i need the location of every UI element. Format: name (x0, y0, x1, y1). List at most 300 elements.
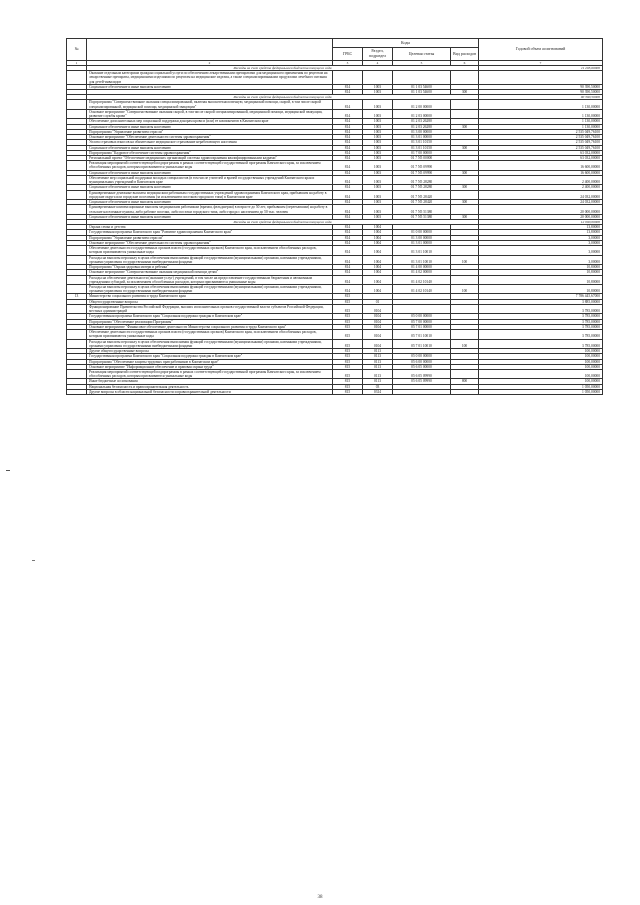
header-codes: Коды (333, 39, 479, 48)
row-sum: 100,00000 (479, 359, 603, 364)
row-vr (451, 330, 479, 339)
row-csr: 05 0 00 00000 (393, 314, 451, 319)
row-vr: 100 (451, 339, 479, 348)
row-sum: 20 000,00000 (479, 214, 603, 219)
row-name: Подпрограмма "Обеспечение реализации Программы" (87, 319, 333, 324)
row-grbs: 814 (333, 119, 363, 124)
row-razdel: 1003 (363, 205, 393, 214)
row-num (67, 161, 87, 170)
row-sum: 3 885,00000 (479, 299, 603, 304)
row-name: Другие вопросы в области национальной безопасности и правоохранительной деятельности (87, 389, 333, 394)
row-sum: 3,00000 (479, 255, 603, 264)
row-num (67, 285, 87, 294)
row-razdel: 1003 (363, 129, 393, 134)
row-csr: 01 7 N5 09990 (393, 161, 451, 170)
header-grbs: ГРБС (333, 48, 363, 61)
row-csr: 01 7 N5 51380 (393, 205, 451, 214)
row-razdel: 1003 (363, 175, 393, 184)
row-razdel: 1004 (363, 240, 393, 245)
row-csr: 01 3 01 00000 (393, 135, 451, 140)
row-csr: 01 4 00 00000 (393, 265, 451, 270)
row-grbs: 815 (333, 299, 363, 304)
row-csr: 01 2 00 00000 (393, 100, 451, 109)
row-name: Основное мероприятие "Обеспечение деятельности системы здравоохранения" (87, 135, 333, 140)
row-name: Расходы на выплаты персоналу в целях обеспечения выполнения функций государственными (муниципальными) органами, казенными учреждениями, органами управления государственными внебюджетными фондами (87, 339, 333, 348)
row-grbs: 814 (333, 135, 363, 140)
row-csr: 01 4 02 00000 (393, 270, 451, 275)
row-vr: 300 (451, 170, 479, 175)
row-grbs: 815 (333, 324, 363, 329)
row-csr: 01 3 01 10150 (393, 140, 451, 145)
row-sum: 10,80000 (479, 270, 603, 275)
header-sum: Годовой объем ассигнований (479, 39, 603, 61)
row-sum (479, 71, 603, 85)
row-sum: 20 000,00000 (479, 205, 603, 214)
row-num (67, 109, 87, 118)
row-num (67, 389, 87, 394)
row-csr: 05 7 00 00000 (393, 319, 451, 324)
row-vr (451, 100, 479, 109)
row-grbs: 815 (333, 389, 363, 394)
row-grbs: 814 (333, 84, 363, 89)
row-csr: 05 6 00 00000 (393, 359, 451, 364)
table-row (67, 285, 603, 294)
row-sum: 100,00000 (479, 349, 603, 354)
table-row (67, 175, 603, 184)
row-grbs: 814 (333, 90, 363, 95)
row-csr: 01 7 N5 28420 (393, 190, 451, 199)
row-csr: 05 7 01 10010 (393, 339, 451, 348)
row-sum: 24 032,00000 (479, 190, 603, 199)
row-razdel: 0104 (363, 339, 393, 348)
table-row (67, 275, 603, 284)
section-sum: 12 000,00000 (479, 220, 603, 225)
row-grbs: 815 (333, 319, 363, 324)
row-vr (451, 369, 479, 378)
row-razdel: 1004 (363, 270, 393, 275)
table-body (67, 66, 603, 395)
row-csr: 05 6 05 09990 (393, 369, 451, 378)
row-grbs: 814 (333, 170, 363, 175)
row-razdel: 1004 (363, 265, 393, 270)
row-vr (451, 205, 479, 214)
row-csr: 01 7 N5 28420 (393, 200, 451, 205)
col-number: 7 (479, 61, 603, 66)
row-grbs: 814 (333, 230, 363, 235)
row-csr: 01 7 00 00000 (393, 150, 451, 155)
row-grbs (333, 71, 363, 85)
row-name: Подпрограмма "Совершенствование оказания специализированной, включая высокотехнологичную, медицинской помощи, скорой, в том числе скорой специализированной, медицинской помощи, медицинской эвакуации" (87, 100, 333, 109)
row-razdel: 0104 (363, 330, 393, 339)
row-grbs: 814 (333, 270, 363, 275)
table-row (67, 246, 603, 255)
row-name: Социальное обеспечение и иные выплаты населению (87, 200, 333, 205)
row-grbs: 815 (333, 304, 363, 313)
row-razdel: 0113 (363, 359, 393, 364)
row-name: Подпрограмма "Управление развитием отрасли" (87, 129, 333, 134)
row-csr: 01 4 02 10140 (393, 285, 451, 294)
section-label: Расходы за счет средств федерального бюджета текущего года (87, 220, 479, 225)
row-sum: 1 130,00000 (479, 109, 603, 118)
row-razdel: 0104 (363, 314, 393, 319)
table-row (67, 369, 603, 378)
row-csr: 05 0 00 00000 (393, 354, 451, 359)
header-vr: Вид расходов (451, 48, 479, 61)
row-razdel: 1004 (363, 225, 393, 230)
row-razdel: 1004 (363, 285, 393, 294)
row-grbs: 815 (333, 384, 363, 389)
row-razdel: 0113 (363, 349, 393, 354)
row-vr: 100 (451, 255, 479, 264)
row-grbs: 814 (333, 225, 363, 230)
row-name: Социальное обеспечение и иные выплаты населению (87, 214, 333, 219)
row-sum: 10,80000 (479, 265, 603, 270)
row-csr: 01 7 N5 09990 (393, 170, 451, 175)
table-row (67, 100, 603, 109)
section-sum: 11 293,60000 (479, 66, 603, 71)
row-grbs: 814 (333, 265, 363, 270)
row-csr: 01 3 01 10010 (393, 255, 451, 264)
row-sum: 3 785,00000 (479, 304, 603, 313)
row-name: Единовременные компенсационные выплаты медицинским работникам (врачам, фельдшерам) в возрасте до 50 лет, прибывшим (переехавшим) на работу в сельские населенные пункты, либо рабочие поселки, либо поселки городского типа, либо города с населением до 50 тыс. человек (87, 205, 333, 214)
row-razdel: 0104 (363, 324, 393, 329)
row-sum: 100,00000 (479, 354, 603, 359)
row-razdel: 0113 (363, 369, 393, 378)
table-row (67, 389, 603, 394)
row-vr: 800 (451, 379, 479, 384)
row-num (67, 175, 87, 184)
row-name: Обеспечение деятельности государственных органов власти (государственных органов) Камчатского края, за исключением обособленных расходов, которым присваиваются уникальные коды (87, 246, 333, 255)
row-name: Социальное обеспечение и иные выплаты населению (87, 124, 333, 129)
row-grbs: 815 (333, 369, 363, 378)
row-vr (451, 304, 479, 313)
row-num (67, 71, 87, 85)
header-csr: Целевая статья (393, 48, 451, 61)
row-csr: 05 7 01 10010 (393, 330, 451, 339)
table-row (67, 190, 603, 199)
row-razdel: 1003 (363, 124, 393, 129)
row-vr: 100 (451, 285, 479, 294)
row-name: Расходы на выплаты персоналу в целях обеспечения выполнения функций государственными (муниципальными) органами, казенными учреждениями, органами управления государственными внебюджетными фондами (87, 285, 333, 294)
col-number: 2 (87, 61, 333, 66)
row-sum: 63 032,00000 (479, 150, 603, 155)
col-number: 5 (393, 61, 451, 66)
row-grbs: 814 (333, 214, 363, 219)
table-row (67, 161, 603, 170)
row-razdel: 1003 (363, 109, 393, 118)
row-sum: 13,80000 (479, 230, 603, 235)
row-grbs: 814 (333, 190, 363, 199)
row-grbs: 815 (333, 349, 363, 354)
row-sum: 7 786 445,67000 (479, 294, 603, 299)
row-name: Национальная безопасность и правоохранительная деятельность (87, 384, 333, 389)
header-name (87, 39, 333, 61)
row-vr (451, 275, 479, 284)
row-vr: 300 (451, 185, 479, 190)
margin-mark (6, 470, 10, 471)
row-sum: 2 535 049,76100 (479, 129, 603, 134)
row-razdel: 1003 (363, 214, 393, 219)
row-sum: 100,00000 (479, 364, 603, 369)
row-num (67, 246, 87, 255)
table-row (67, 339, 603, 348)
row-razdel: 1003 (363, 150, 393, 155)
row-grbs: 814 (333, 109, 363, 118)
row-name: Социальное обеспечение и иные выплаты населению (87, 145, 333, 150)
row-csr: 05 7 01 00000 (393, 324, 451, 329)
header-num: № (67, 39, 87, 61)
row-csr: 01 3 00 00000 (393, 235, 451, 240)
row-name: Функционирование Правительства Российской Федерации, высших исполнительных органов государственной власти субъектов Российской Федерации, местных администраций (87, 304, 333, 313)
row-grbs: 814 (333, 285, 363, 294)
row-name: Единовременные денежные выплаты медицинским работникам государственных учреждений здравоохранения Камчатского края, прибывшим на работу в городские округа или городские поселения (за исключением поселков городского типа) в Камчатском крае (87, 190, 333, 199)
table-row (67, 255, 603, 264)
row-name: Обеспечение деятельности государственных органов власти (государственных органов) Камчатского края, за исключением обособленных расходов, которым присваиваются уникальные коды (87, 330, 333, 339)
row-grbs: 814 (333, 255, 363, 264)
row-csr: 01 2 03 00000 (393, 109, 451, 118)
row-grbs: 814 (333, 156, 363, 161)
row-csr (393, 71, 451, 85)
row-sum: 10,80000 (479, 285, 603, 294)
row-sum: 90 390,50000 (479, 84, 603, 89)
row-vr (451, 71, 479, 85)
row-sum: 2 535 049,76100 (479, 145, 603, 150)
row-razdel: 1003 (363, 185, 393, 190)
row-grbs: 814 (333, 140, 363, 145)
row-name: Подпрограмма "Кадровое обеспечение системы здравоохранения" (87, 150, 333, 155)
row-grbs: 814 (333, 124, 363, 129)
row-name: Подпрограмма "Охрана здоровья матери и ребенка" (87, 265, 333, 270)
row-name: Другие общегосударственные вопросы (87, 349, 333, 354)
row-num (67, 369, 87, 378)
row-sum: 63 032,00000 (479, 156, 603, 161)
row-csr: 01 7 N5 28280 (393, 175, 451, 184)
row-sum: 3 785,00000 (479, 339, 603, 348)
row-name: Министерство социального развития и труда Камчатского края (87, 294, 333, 299)
col-number: 3 (333, 61, 363, 66)
row-sum: 16 600,00000 (479, 161, 603, 170)
row-csr: 01 0 00 00000 (393, 230, 451, 235)
row-csr: 05 6 05 09990 (393, 379, 451, 384)
row-vr (451, 246, 479, 255)
table-row (67, 330, 603, 339)
row-razdel: 1003 (363, 200, 393, 205)
row-sum: 10,80000 (479, 275, 603, 284)
row-razdel: 0113 (363, 364, 393, 369)
row-name: Основное мероприятие "Финансовое обеспечение деятельности Министерства социального развития и труда Камчатского края" (87, 324, 333, 329)
row-razdel: 1003 (363, 140, 393, 145)
row-sum: 3,00000 (479, 235, 603, 240)
row-name: Государственная программа Камчатского края "Социальная поддержка граждан в Камчатском крае" (87, 354, 333, 359)
row-csr (393, 304, 451, 313)
row-name: Расходы на обеспечение деятельности (оказание услуг) учреждений, в том числе на предоставление государственным бюджетным и автономным учреждениям субсидий, за исключением обособленных расходов, которым присваиваются уникальные коды (87, 275, 333, 284)
row-sum: 3 785,00000 (479, 330, 603, 339)
row-vr (451, 389, 479, 394)
budget-table (66, 38, 603, 395)
row-csr: 01 7 N5 51380 (393, 214, 451, 219)
row-grbs: 815 (333, 364, 363, 369)
row-vr (451, 175, 479, 184)
row-sum: 2 400,00000 (479, 175, 603, 184)
row-razdel: 01 (363, 299, 393, 304)
row-name: Уплата страховых взносов на обязательное медицинское страхование неработающего населения (87, 140, 333, 145)
table-row (67, 109, 603, 118)
row-razdel (363, 71, 393, 85)
row-num (67, 330, 87, 339)
row-name: Реализация мероприятий соответствующей подпрограммы в рамках соответствующей государственной программы Камчатского края, за исключением обособленных расходов, которым присваиваются уникальные коды (87, 161, 333, 170)
row-grbs: 815 (333, 330, 363, 339)
row-razdel: 1004 (363, 275, 393, 284)
row-name: Социальное обеспечение и иные выплаты населению (87, 185, 333, 190)
row-razdel: 1003 (363, 145, 393, 150)
row-name: Оказание отдельным категориям граждан социальной услуги по обеспечению лекарственными препаратами для медицинского применения по рецептам на лекарственные препараты, медицинскими изделиями по рецептам на медицинские изделия, а также специализированными продуктами лечебного питания для детей-инвалидов (87, 71, 333, 85)
table-row (67, 71, 603, 85)
row-name: Охрана семьи и детства (87, 225, 333, 230)
row-sum: 1 130,00000 (479, 119, 603, 124)
row-vr: 300 (451, 200, 479, 205)
row-razdel: 1003 (363, 170, 393, 175)
section-label: Расходы за счет средств федерального бюджета текущего года (87, 66, 479, 71)
row-grbs: 814 (333, 161, 363, 170)
row-grbs: 814 (333, 235, 363, 240)
row-razdel: 1003 (363, 119, 393, 124)
row-sum: 16 600,00000 (479, 170, 603, 175)
row-sum: 1 130,00000 (479, 100, 603, 109)
table-row (67, 205, 603, 214)
row-name: Основное мероприятие "Совершенствование оказания медицинской помощи детям" (87, 270, 333, 275)
row-razdel: 1004 (363, 230, 393, 235)
row-sum: 1 050,00000 (479, 384, 603, 389)
row-csr: 01 3 01 00000 (393, 240, 451, 245)
row-vr: 300 (451, 124, 479, 129)
row-sum: 2 400,00000 (479, 185, 603, 190)
row-name: Подпрограмма "Обеспечение защиты трудовых прав работников в Камчатском крае" (87, 359, 333, 364)
row-csr (393, 389, 451, 394)
row-csr: 05 6 05 00000 (393, 364, 451, 369)
row-razdel: 1004 (363, 246, 393, 255)
row-num (67, 304, 87, 313)
row-name: Основное мероприятие "Обеспечение деятельности системы здравоохранения" (87, 240, 333, 245)
row-csr: 01 3 00 00000 (393, 129, 451, 134)
row-grbs: 814 (333, 145, 363, 150)
row-sum: 3 785,00000 (479, 314, 603, 319)
row-name: Подпрограмма "Управление развитием отрасли" (87, 235, 333, 240)
row-sum: 1 130,00000 (479, 124, 603, 129)
row-razdel: 0113 (363, 379, 393, 384)
row-csr: 01 7 N5 00000 (393, 156, 451, 161)
row-vr (451, 109, 479, 118)
row-razdel: 1003 (363, 190, 393, 199)
row-name: Социальное обеспечение и иные выплаты населению (87, 84, 333, 89)
section-label: Расходы за счет средств федерального бюджета текущего года (87, 95, 479, 100)
row-name: Государственная программа Камчатского края "Социальная поддержка граждан в Камчатском крае" (87, 314, 333, 319)
row-razdel: 1003 (363, 135, 393, 140)
section-sum: 90 390,50000 (479, 95, 603, 100)
row-num (67, 100, 87, 109)
row-name: Обеспечение дополнительных мер социальной поддержки донорам крови и (или) ее компонентов в Камчатском крае (87, 119, 333, 124)
row-name: Государственная программа Камчатского края "Развитие здравоохранения Камчатского края" (87, 230, 333, 235)
row-grbs: 814 (333, 175, 363, 184)
row-sum: 24 032,00000 (479, 200, 603, 205)
row-sum: 100,00000 (479, 369, 603, 378)
document-page (66, 38, 602, 395)
row-sum: 3 785,00000 (479, 324, 603, 329)
col-number: 6 (451, 61, 479, 66)
margin-mark (32, 560, 35, 561)
table-header (67, 39, 603, 66)
col-number: 1 (67, 61, 87, 66)
row-num (67, 255, 87, 264)
row-name: Общегосударственные вопросы (87, 299, 333, 304)
row-sum: 3,00000 (479, 240, 603, 245)
row-sum: 1 050,00000 (479, 389, 603, 394)
row-sum: 3 785,00000 (479, 319, 603, 324)
row-sum: 90 390,50000 (479, 90, 603, 95)
row-name: Обеспечение мер социальной поддержки молодых специалистов (в том числе учителей и врачей государственных учреждений Камчатского края и муниципальных учреждений в Камчатском крае (87, 175, 333, 184)
row-csr: 01 2 03 26280 (393, 119, 451, 124)
row-csr: 01 1 03 54600 (393, 90, 451, 95)
row-grbs: 814 (333, 150, 363, 155)
row-name: Социальное обеспечение и иные выплаты населению (87, 170, 333, 175)
row-csr: 01 3 01 10150 (393, 145, 451, 150)
row-sum: 2 535 049,76100 (479, 140, 603, 145)
row-grbs: 814 (333, 185, 363, 190)
row-sum: 2 535 049,76100 (479, 135, 603, 140)
row-num: 13 (67, 294, 87, 299)
header-razdel: Раздел, подраздел (363, 48, 393, 61)
row-sum: 13,80000 (479, 225, 603, 230)
row-grbs: 814 (333, 246, 363, 255)
row-vr: 300 (451, 214, 479, 219)
row-vr (451, 161, 479, 170)
row-csr: 01 4 02 10140 (393, 275, 451, 284)
row-name: Реализация мероприятий соответствующей подпрограммы в рамках соответствующей государственной программы Камчатского края, за исключением обособленных расходов, которым присваиваются уникальные коды (87, 369, 333, 378)
row-grbs: 814 (333, 129, 363, 134)
row-grbs: 815 (333, 294, 363, 299)
row-grbs: 814 (333, 205, 363, 214)
row-csr: 01 3 01 10010 (393, 246, 451, 255)
row-razdel: 0104 (363, 319, 393, 324)
row-name: Основное мероприятие "Информационное обеспечение и правовая охрана труда" (87, 364, 333, 369)
row-grbs: 814 (333, 240, 363, 245)
row-csr: 01 2 03 26280 (393, 124, 451, 129)
row-name: Расходы на выплаты персоналу в целях обеспечения выполнения функций государственными (муниципальными) органами, казенными учреждениями, органами управления государственными внебюджетными фондами (87, 255, 333, 264)
row-razdel: 1003 (363, 90, 393, 95)
row-grbs: 815 (333, 359, 363, 364)
row-num (67, 205, 87, 214)
row-num (67, 275, 87, 284)
row-razdel: 1003 (363, 161, 393, 170)
row-razdel: 0104 (363, 304, 393, 313)
row-razdel: 1003 (363, 156, 393, 161)
row-grbs: 814 (333, 275, 363, 284)
row-vr: 300 (451, 90, 479, 95)
row-razdel: 1004 (363, 255, 393, 264)
row-razdel: 1004 (363, 235, 393, 240)
row-grbs: 814 (333, 200, 363, 205)
row-grbs: 815 (333, 314, 363, 319)
row-sum: 3,00000 (479, 246, 603, 255)
row-name: Региональный проект "Обеспечение медицинских организаций системы здравоохранения квалифицированными кадрами" (87, 156, 333, 161)
row-grbs: 815 (333, 354, 363, 359)
row-num (67, 190, 87, 199)
row-razdel: 0314 (363, 389, 393, 394)
row-csr: 01 1 03 54600 (393, 84, 451, 89)
row-name: Иные бюджетные ассигнования (87, 379, 333, 384)
row-razdel: 0113 (363, 354, 393, 359)
row-vr: 300 (451, 145, 479, 150)
col-number: 4 (363, 61, 393, 66)
